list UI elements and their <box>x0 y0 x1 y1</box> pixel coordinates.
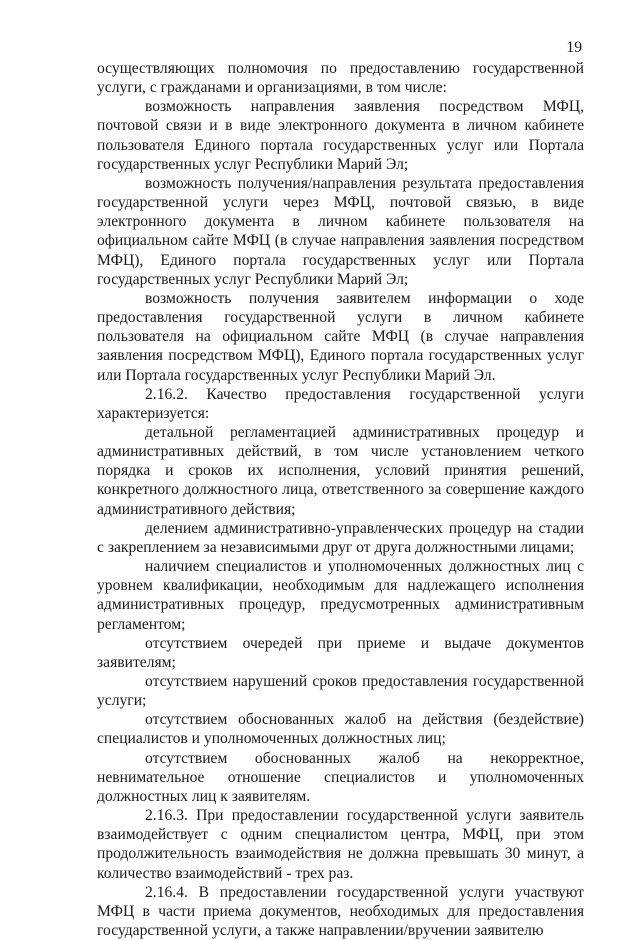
paragraph-no-complaints-attitude: отсутствием обоснованных жалоб на некорректное, невнимательное отношение специалистов и уполномоченных должностных лиц к заявителям. <box>97 749 584 805</box>
paragraph-progress-information: возможность получения заявителем информации о ходе предоставления государственной услуги в личном кабинете пользователя на официальном сайте МФЦ (в случае направления заявления посредством МФЦ), Единого портала государственных услуг или Портала государственных услуг Республики Марий Эл. <box>97 289 584 384</box>
paragraph-no-deadline-violations: отсутствием нарушений сроков предоставления государственной услуги; <box>97 673 584 710</box>
paragraph-no-complaints-actions: отсутствием обоснованных жалоб на действия (бездействие) специалистов и уполномоченных должностных лиц; <box>97 711 584 748</box>
page-number: 19 <box>566 39 582 56</box>
section-2-16-4: 2.16.4. В предоставлении государственной услуги участвуют МФЦ в части приема документов, необходимых для предоставления государственной услуги, а также направлении/вручении заявителю <box>97 883 584 940</box>
section-2-16-3: 2.16.3. При предоставлении государственной услуги заявитель взаимодействует с одним специалистом центра, МФЦ, при этом продолжительность взаимодействия не должна превышать 30 минут, а количество взаимодействий - трех раз. <box>97 807 584 882</box>
paragraph-application-submission: возможность направления заявления посредством МФЦ, почтовой связи и в виде электронного документа в личном кабинете пользователя Единого портала государственных услуг или Портала государственных услуг Республики Марий Эл; <box>97 98 584 173</box>
paragraph-detailed-regulation: детальной регламентацией административных процедур и административных действий, в том числе установлением четкого порядка и сроков их исполнения, условий принятия решений, конкретного должностного лица, ответственного за совершение каждого административного действия; <box>97 423 584 518</box>
paragraph-procedure-division: делением административно-управленческих процедур на стадии с закреплением за независимыми друг от друга должностными лицами; <box>97 519 584 556</box>
paragraph-qualified-specialists: наличием специалистов и уполномоченных должностных лиц с уровнем квалификации, необходимым для надлежащего исполнения административных процедур, предусмотренных административным регламентом; <box>97 558 584 633</box>
paragraph-no-queues: отсутствием очередей при приеме и выдаче документов заявителям; <box>97 634 584 671</box>
paragraph-continuation: осуществляющих полномочия по предоставлению государственной услуги, с гражданами и организациями, в том числе: <box>97 60 584 97</box>
paragraph-result-delivery: возможность получения/направления результата предоставления государственной услуги через МФЦ, почтовой связью, в виде электронного документа в личном кабинете пользователя на официальном сайте МФЦ (в случае направления заявления посредством МФЦ), Единого портала государственных услуг или Портала государственных услуг Республики Марий Эл; <box>97 174 584 288</box>
document-body <box>97 59 584 940</box>
section-2-16-2: 2.16.2. Качество предоставления государственной услуги характеризуется: <box>97 385 584 422</box>
